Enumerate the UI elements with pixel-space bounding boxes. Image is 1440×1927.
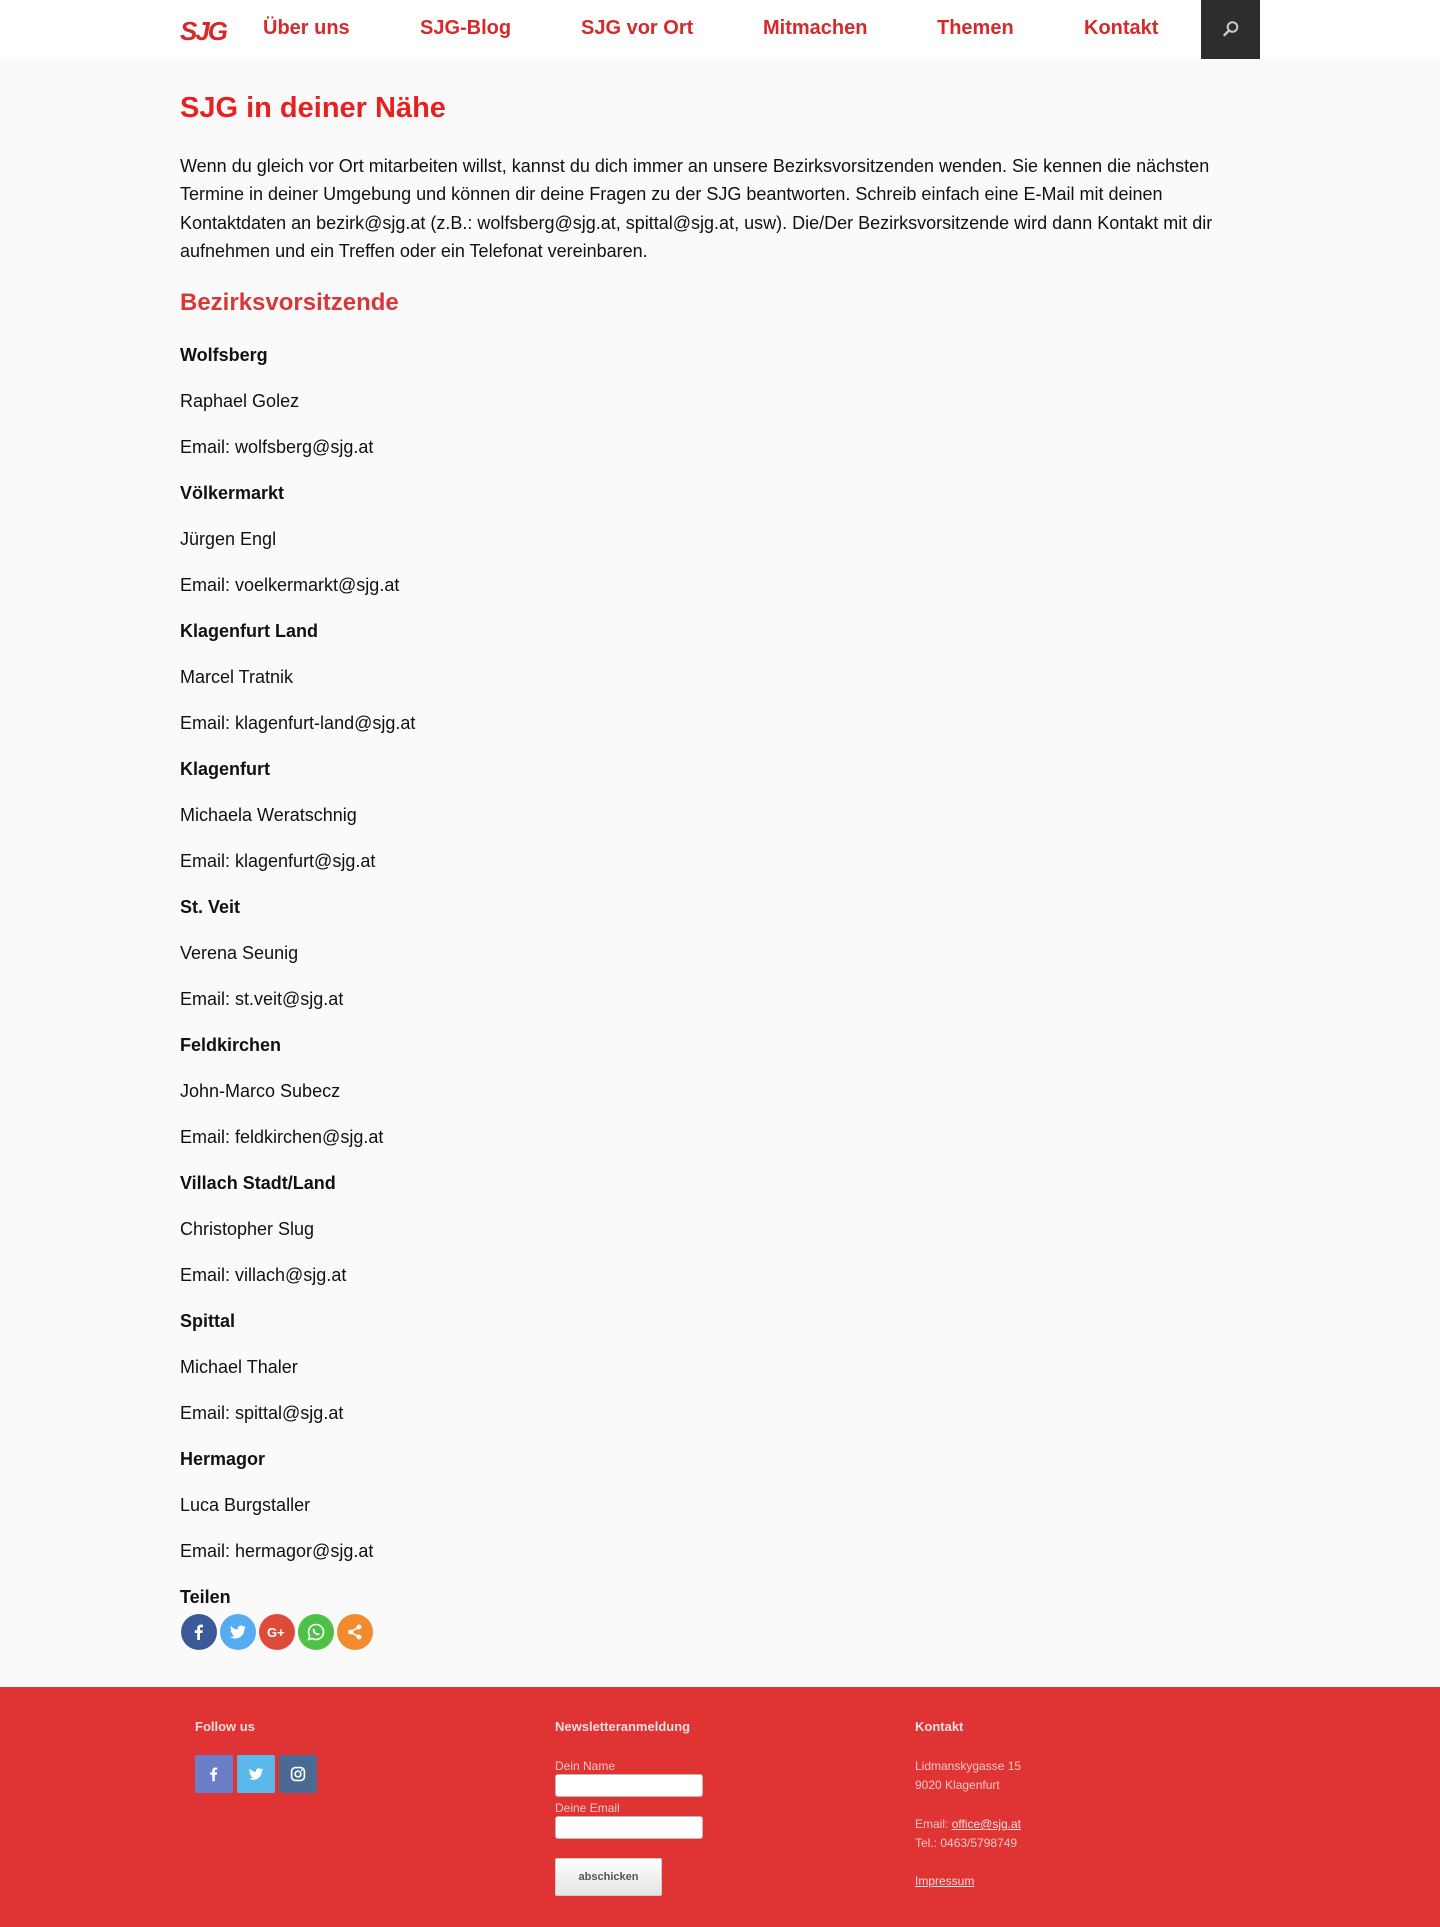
nav-themen[interactable]: Themen <box>937 17 1014 39</box>
district-chair: Raphael Golez <box>180 391 300 411</box>
twitter-icon <box>248 1766 264 1782</box>
share-whatsapp-button[interactable] <box>298 1614 334 1650</box>
share-label: Teilen <box>180 1587 231 1607</box>
district-chair: Jürgen Engl <box>180 529 277 549</box>
facebook-icon <box>206 1766 222 1782</box>
contact-phone: Tel.: 0463/5798749 <box>915 1836 1018 1850</box>
district-chair: Michael Thaler <box>180 1357 298 1377</box>
district-email: Email: hermagor@sjg.at <box>180 1541 374 1561</box>
newsletter-title: Newsletteranmeldung <box>555 1719 691 1734</box>
page-title: SJG in deiner Nähe <box>180 92 446 124</box>
address-city: 9020 Klagenfurt <box>915 1778 1000 1792</box>
district-name: Klagenfurt Land <box>180 621 318 641</box>
district-name: Völkermarkt <box>180 483 285 503</box>
search-button[interactable] <box>1201 0 1260 59</box>
address-street: Lidmanskygasse 15 <box>915 1759 1022 1773</box>
district-name: Spittal <box>180 1311 236 1331</box>
district-email: Email: klagenfurt@sjg.at <box>180 851 376 871</box>
email-prefix: Email: <box>915 1817 952 1831</box>
share-icon <box>345 1622 365 1642</box>
svg-text:G+: G+ <box>267 1625 285 1640</box>
district-chair: Christopher Slug <box>180 1219 315 1239</box>
contact-email <box>915 1817 1021 1831</box>
office-email-link[interactable]: office@sjg.at <box>951 1817 1022 1831</box>
impressum-wrap <box>915 1874 974 1888</box>
section-title: Bezirksvorsitzende <box>180 289 399 316</box>
district-email: Email: st.veit@sjg.at <box>180 989 344 1009</box>
follow-facebook-button[interactable] <box>195 1755 233 1793</box>
nav-kontakt[interactable]: Kontakt <box>1084 17 1159 39</box>
district-email: Email: klagenfurt-land@sjg.at <box>180 713 416 733</box>
district-chair: Verena Seunig <box>180 943 299 963</box>
whatsapp-icon <box>306 1622 326 1642</box>
district-name: Feldkirchen <box>180 1035 282 1055</box>
district-email: Email: feldkirchen@sjg.at <box>180 1127 384 1147</box>
nav-mitmachen[interactable]: Mitmachen <box>763 17 868 39</box>
contact-title: Kontakt <box>915 1719 964 1734</box>
share-google-plus-button[interactable] <box>259 1614 295 1650</box>
district-name: Villach Stadt/Land <box>180 1173 336 1193</box>
email-label: Deine Email <box>555 1801 620 1815</box>
share-more-button[interactable] <box>337 1614 373 1650</box>
search-icon <box>1222 20 1240 38</box>
instagram-icon <box>290 1766 306 1782</box>
impressum-link[interactable]: Impressum <box>915 1874 975 1888</box>
intro-text: Wenn du gleich vor Ort mitarbeiten willst, kannst du dich immer an unsere Bezirksvorsitzenden wenden. Sie kennen die nächsten Termine in deiner Umgebung und können dir deine Fragen zu der SJG beantworten. Schreib einfach eine E-Mail mit deinen Kontaktdaten an bezirk@sjg.at (z.B.: wolfsberg@sjg.at, spittal@sjg.at, usw). Die/Der Bezirksvorsitzende wird dann Kontakt mit dir aufnehmen und ein Treffen oder ein Telefonat vereinbaren. <box>180 156 1213 261</box>
district-name: Klagenfurt <box>180 759 270 779</box>
district-email: Email: villach@sjg.at <box>180 1265 347 1285</box>
twitter-icon <box>228 1622 248 1642</box>
district-chair: Luca Burgstaller <box>180 1495 311 1515</box>
district-chair: Marcel Tratnik <box>180 667 294 687</box>
district-name: St. Veit <box>180 897 241 917</box>
share-facebook-button[interactable] <box>181 1614 217 1650</box>
district-name: Hermagor <box>180 1449 266 1469</box>
nav-ueber-uns[interactable]: Über uns <box>263 17 350 39</box>
nav-sjg-blog[interactable]: SJG-Blog <box>420 17 512 39</box>
district-name: Wolfsberg <box>180 345 268 365</box>
newsletter-submit-button[interactable]: abschicken <box>555 1858 662 1896</box>
sjg-logo[interactable]: SJG <box>180 16 227 46</box>
district-email: Email: wolfsberg@sjg.at <box>180 437 374 457</box>
follow-instagram-button[interactable] <box>279 1755 317 1793</box>
newsletter-email-input[interactable] <box>555 1816 703 1839</box>
facebook-icon <box>189 1622 209 1642</box>
district-email: Email: spittal@sjg.at <box>180 1403 344 1423</box>
name-label: Dein Name <box>555 1759 616 1773</box>
google-plus-icon <box>267 1622 287 1642</box>
nav-sjg-vor-ort[interactable]: SJG vor Ort <box>581 17 694 39</box>
district-email: Email: voelkermarkt@sjg.at <box>180 575 400 595</box>
share-twitter-button[interactable] <box>220 1614 256 1650</box>
newsletter-name-input[interactable] <box>555 1774 703 1797</box>
site-header <box>0 0 1440 59</box>
follow-twitter-button[interactable] <box>237 1755 275 1793</box>
district-chair: Michaela Weratschnig <box>180 805 357 825</box>
follow-us-title: Follow us <box>195 1719 255 1734</box>
district-chair: John-Marco Subecz <box>180 1081 341 1101</box>
